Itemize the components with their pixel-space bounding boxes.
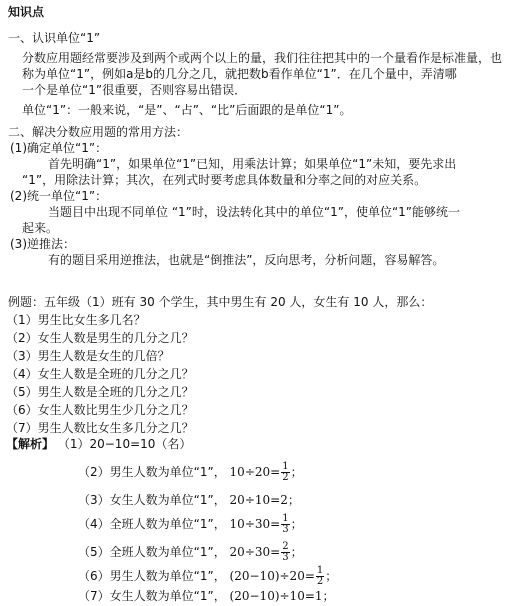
solution-row-prefix: （4）全班人数为单位“1”， (78, 517, 226, 531)
page-heading: 知识点 (8, 5, 45, 19)
solution-row-expr: (20−10)÷20= (229, 569, 315, 583)
example-intro: 例题：五年级（1）班有 30 个学生，其中男生有 20 人，女生有 10 人，那么： (8, 295, 433, 309)
fraction (281, 514, 289, 535)
section-1-title: 一、认识单位“1” (8, 31, 101, 45)
solution-row-end: ； (290, 517, 303, 531)
solution-row (78, 492, 300, 508)
fraction-numerator: 2 (282, 541, 289, 552)
method-2-line-1: 当题目中出现不同单位 “1”时，设法转化其中的单位“1”，使单位“1”能够统一 (48, 205, 461, 219)
solution-row-expr: (20−10)÷10=1； (229, 589, 335, 603)
solution-row-expr: 20÷30= (229, 545, 281, 559)
unit-one-note: 单位“1”：一般来说，“是”、“占”、“比”后面跟的是单位“1”。 (22, 103, 352, 117)
solution-first-line (6, 436, 191, 452)
method-3-line-1: 有的题目采用逆推法，也就是“倒推法”，反向思考，分析问题，容易解答。 (48, 253, 445, 267)
solution-row-end: ； (290, 545, 303, 559)
method-3-title: (3)逆推法： (10, 237, 75, 251)
fraction-numerator: 1 (316, 565, 324, 576)
method-1-line-1: 首先明确“1”，如果单位“1”已知，用乘法计算；如果单位“1”未知，要先求出 (48, 157, 457, 171)
solution-row-end: ； (290, 465, 303, 479)
section-1-para-line-3: 一个是单位“1”很重要，否则容易出错误． (22, 83, 247, 97)
method-2-line-2: 起来。 (22, 221, 59, 235)
method-1-line-2: “1”，用除法计算；其次，在列式时要考虑具体数量和分率之间的对应关系。 (22, 173, 427, 187)
solution-row-prefix: （6）男生人数为单位“1”， (78, 569, 226, 583)
solution-row-prefix: （3）女生人数为单位“1”， (78, 493, 226, 507)
fraction-denominator: 3 (282, 524, 289, 535)
solution-row (78, 542, 303, 563)
question-item: （5）男生人数是全班的几分之几？ (6, 385, 194, 399)
section-1-para-line-2: 称为单位“1”，例如a是b的几分之几，就把数b看作单位“1”．在几个量中，弄清哪 (22, 67, 457, 81)
method-1-title: (1)确定单位“1”： (10, 141, 108, 155)
solution-row (78, 514, 303, 535)
fraction-numerator: 1 (282, 513, 289, 524)
fraction (281, 462, 289, 483)
solution-row-prefix: （7）女生人数为单位“1”， (78, 589, 226, 603)
solution-row-prefix: （5）全班人数为单位“1”， (78, 545, 226, 559)
solution-label: 【解析】 (6, 437, 55, 451)
solution-step-1: （1）20−10=10（名） (57, 437, 192, 451)
fraction-denominator: 2 (282, 472, 289, 483)
fraction (316, 566, 324, 587)
question-item: （3）男生人数是女生的几倍？ (6, 349, 170, 363)
question-item: （7）男生人数比女生多几分之几？ (6, 421, 194, 435)
solution-row-expr: 20÷10=2； (229, 493, 300, 507)
fraction-denominator: 3 (282, 552, 289, 563)
solution-row (78, 588, 335, 604)
section-1-para-line-1: 分数应用题经常要涉及到两个或两个以上的量，我们往往把其中的一个量看作是标准量，也 (22, 51, 503, 65)
question-item: （4）女生人数是全班的几分之几？ (6, 367, 194, 381)
solution-row-expr: 10÷30= (229, 517, 281, 531)
solution-row-end: ； (325, 569, 338, 583)
fraction (281, 542, 289, 563)
fraction-numerator: 1 (282, 461, 289, 472)
fraction-denominator: 2 (316, 576, 324, 587)
solution-row-prefix: （2）男生人数为单位“1”， (78, 465, 226, 479)
question-item: （2）女生人数是男生的几分之几？ (6, 331, 194, 345)
section-2-title: 二、解决分数应用题的常用方法： (8, 125, 189, 139)
solution-row (78, 462, 303, 483)
solution-row-expr: 10÷20= (229, 465, 281, 479)
method-2-title: (2)统一单位“1”： (10, 189, 108, 203)
solution-row (78, 566, 337, 587)
question-item: （6）女生人数比男生少几分之几？ (6, 403, 194, 417)
question-item: （1）男生比女生多几名？ (6, 313, 146, 327)
